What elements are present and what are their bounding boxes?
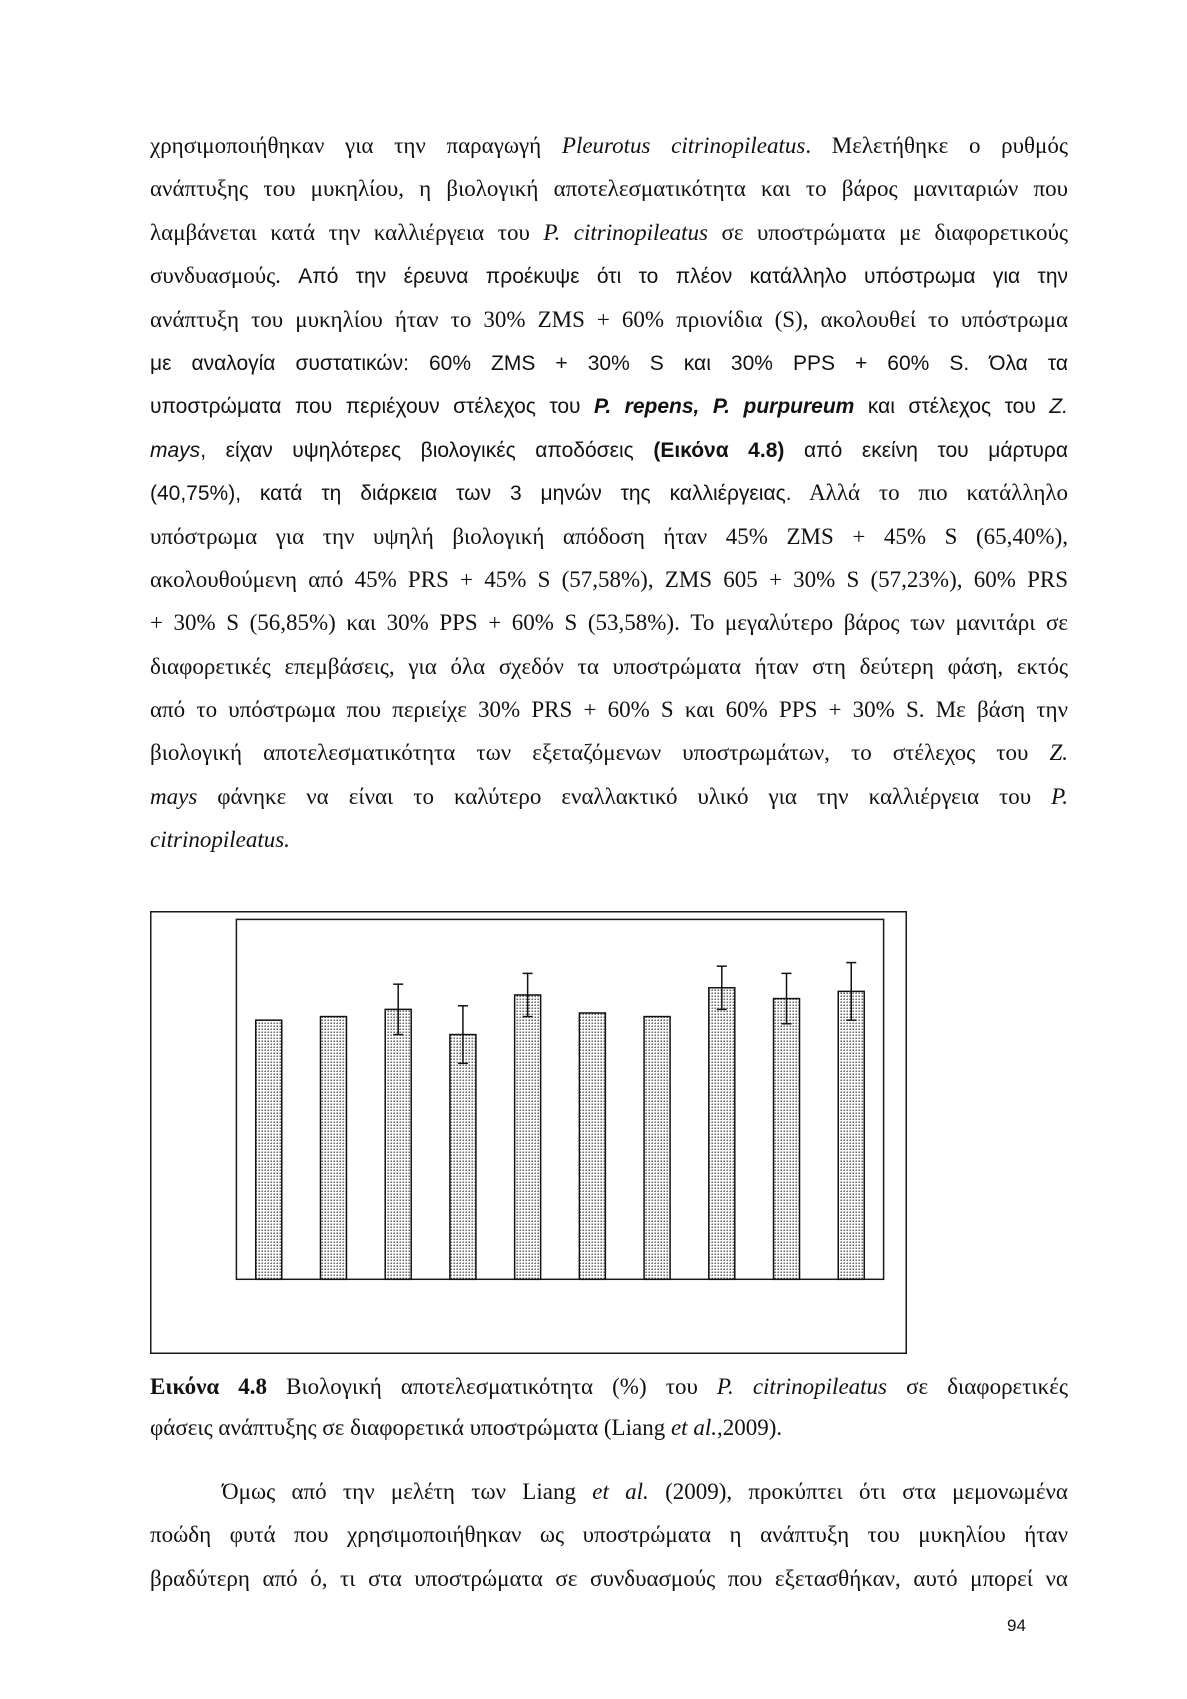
chart-bar [774, 999, 800, 1280]
text-line [150, 645, 1068, 688]
text-line [150, 298, 1068, 341]
text-line [150, 1557, 1068, 1600]
text-run: φάσεις ανάπτυξης σε διαφορετικά υποστρώματα (Liang [150, 1415, 671, 1440]
chart-bar [515, 995, 541, 1279]
text-run: με αναλογία συστατικών: 60% ZMS + 30% S και 30% PPS + 60% S. Όλα τα [150, 351, 1068, 375]
text-run: ποώδη φυτά που χρησιμοποιήθηκαν ως υποστρώματα η ανάπτυξη του μυκηλίου ήταν [150, 1522, 1068, 1548]
caption-line [150, 1407, 1068, 1448]
text-line [150, 1513, 1068, 1556]
species-name: P. citrinopileatus [716, 1374, 887, 1399]
text-run: (2009), προκύπτει ότι στα μεμονωμένα [648, 1479, 1068, 1504]
text-run: ,2009). [716, 1415, 783, 1440]
chart-bar [385, 1009, 411, 1279]
text-run: από εκείνη του μάρτυρα [784, 438, 1068, 462]
citation-et-al: et al. [592, 1479, 649, 1504]
species-name: Z. [1049, 740, 1068, 766]
text-line [150, 601, 1068, 644]
text-run: Βιολογική αποτελεσματικότητα (%) του [267, 1374, 717, 1399]
text-run: φάνηκε να είναι το καλύτερο εναλλακτικό υλικό για την καλλιέργεια του [197, 783, 1052, 809]
text-line [150, 688, 1068, 731]
text-line [150, 124, 1068, 167]
figure-reference: (Εικόνα 4.8) [653, 438, 785, 462]
text-run: ακολουθούμενη από 45% PRS + 45% S (57,58%), ZMS 605 + 30% S (57,23%), 60% PRS [150, 566, 1068, 592]
text-run: διαφορετικές επεμβάσεις, για όλα σχεδόν τα υποστρώματα ήταν στη δεύτερη φάση, εκτός [150, 653, 1068, 679]
text-line [150, 428, 1068, 471]
text-run: ανάπτυξη του μυκηλίου ήταν το 30% ZMS + 60% πριονίδια (S), ακολουθεί το υπόστρωμα [150, 306, 1068, 332]
text-run: λαμβάνεται κατά την καλλιέργεια του [150, 219, 544, 245]
species-name: P. [1051, 783, 1068, 809]
chart-bar [579, 1013, 605, 1279]
page-number: 94 [1007, 1616, 1026, 1635]
paragraph-2 [150, 1470, 1068, 1600]
text-run: βιολογική αποτελεσματικότητα των εξεταζόμενων υποστρωμάτων, το στέλεχος του [150, 740, 1050, 766]
chart-bar [256, 1020, 282, 1279]
text-line [150, 384, 1068, 427]
species-name: citrinopileatus. [150, 827, 290, 853]
chart-bar [838, 991, 864, 1279]
text-run: βραδύτερη από ό, τι στα υποστρώματα σε συνδυασμούς που εξετασθήκαν, αυτό μπορεί να [150, 1565, 1068, 1591]
text-run: (40,75%), κατά τη διάρκεια των 3 μηνών της καλλιέργειας. [150, 482, 792, 506]
text-line [150, 515, 1068, 558]
text-run: . Μελετήθηκε ο ρυθμός [805, 133, 1068, 158]
text-line [150, 558, 1068, 601]
figure-chart [150, 911, 907, 1354]
text-run: , είχαν υψηλότερες βιολογικές αποδόσεις [200, 438, 654, 462]
text-line [150, 211, 1068, 254]
text-run: και στέλεχος του [854, 395, 1050, 419]
text-run: Από την έρευνα προέκυψε ότι το πλέον κατάλληλο υπόστρωμα για την [298, 265, 1068, 289]
paragraph-1 [150, 124, 1068, 862]
chart-bar [450, 1035, 476, 1280]
text-line [150, 731, 1068, 774]
bar-series [256, 963, 864, 1280]
text-run: Όμως από την μελέτη των Liang [222, 1479, 593, 1504]
text-run: υποστρώματα που περιέχουν στέλεχος του [150, 395, 595, 419]
text-run: ανάπτυξης του μυκηλίου, η βιολογική αποτελεσματικότητα και το βάρος μανιταριών που [150, 176, 1068, 202]
text-run: από το υπόστρωμα που περιείχε 30% PRS + 60% S και 60% PPS + 30% S. Με βάση την [150, 697, 1068, 723]
text-line [150, 167, 1068, 210]
text-run: σε διαφορετικές [887, 1374, 1068, 1399]
text-run: συνδυασμούς. [150, 263, 299, 289]
species-name: P. citrinopileatus [543, 219, 708, 245]
caption-line [150, 1366, 1068, 1407]
text-line [150, 775, 1068, 818]
text-run: σε υποστρώματα με διαφορετικούς [707, 219, 1068, 245]
species-name: mays [150, 438, 201, 462]
text-line [150, 818, 1068, 861]
text-run: + 30% S (56,85%) και 30% PPS + 60% S (53,58%). Το μεγαλύτερο βάρος των μανιτάρι σε [150, 610, 1068, 636]
text-run: χρησιμοποιήθηκαν για την παραγωγή [150, 133, 562, 158]
text-run: Αλλά το πιο κατάλληλο [791, 480, 1068, 506]
species-name: Pleurotus citrinopileatus [561, 133, 806, 158]
text-line [150, 1470, 1068, 1513]
figure-label: Εικόνα 4.8 [150, 1374, 268, 1399]
chart-bar [320, 1017, 346, 1280]
text-line [150, 254, 1068, 297]
text-run: υπόστρωμα για την υψηλή βιολογική απόδοση ήταν 45% ZMS + 45% S (65,40%), [150, 523, 1068, 549]
citation-et-al: et al. [670, 1415, 717, 1440]
text-line [150, 341, 1068, 384]
species-name: Z. [1049, 395, 1068, 419]
species-name: mays [150, 783, 198, 809]
chart-bar [644, 1017, 670, 1280]
chart-bar [709, 988, 735, 1280]
figure [150, 911, 907, 1354]
figure-caption [150, 1366, 1068, 1448]
species-name: P. repens, P. purpureum [594, 395, 855, 419]
text-line [150, 471, 1068, 514]
